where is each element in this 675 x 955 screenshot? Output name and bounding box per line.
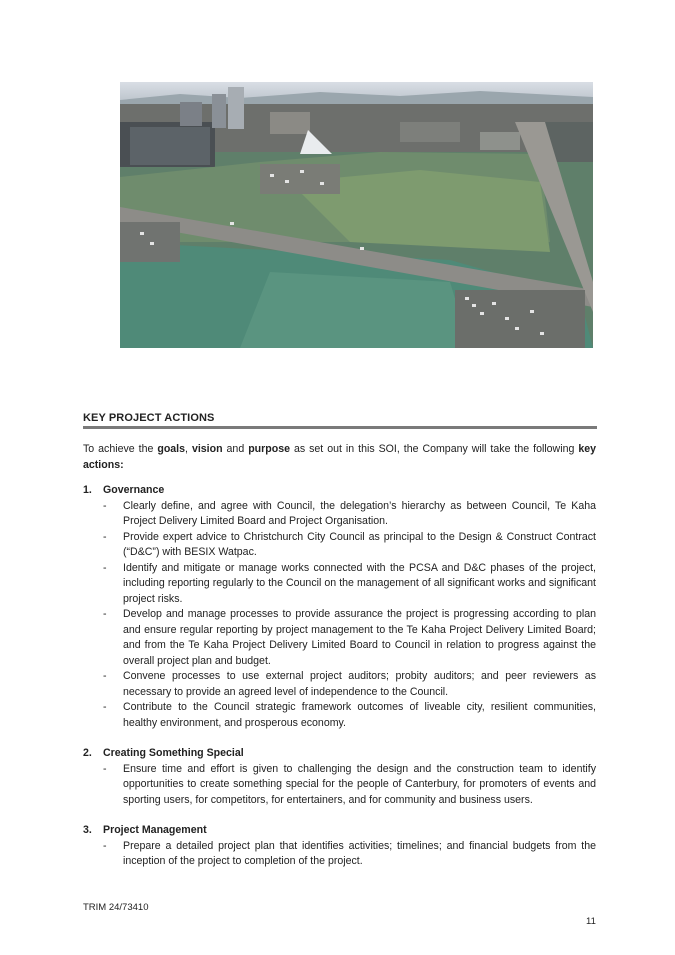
list-item-text: Develop and manage processes to provide assurance the project is progressing according to plan and ensure regular reporting by project management to the Te Kaha Project Delivery Limited Board; and from the Te Kaha Project Delivery Limited Board to Council in relation to progress against the overall project plan and budget. xyxy=(123,608,596,667)
intro-text-3: and xyxy=(222,443,249,455)
section-title-text: Creating Something Special xyxy=(103,747,244,759)
list-item-text: Identify and mitigate or manage works connected with the PCSA and D&C phases of the project, including reporting regularly to the Council on the management of all significant works and significant project risks. xyxy=(123,561,596,605)
dash-bullet: - xyxy=(103,530,107,543)
dash-bullet: - xyxy=(103,762,107,775)
dash-bullet: - xyxy=(103,561,107,574)
list-item xyxy=(83,839,596,870)
aerial-site-photo xyxy=(120,82,593,348)
action-list xyxy=(83,839,596,870)
section-title xyxy=(83,746,596,762)
section-creating-something-special xyxy=(83,746,596,808)
intro-vision: vision xyxy=(191,443,223,455)
list-item xyxy=(83,561,596,608)
list-item xyxy=(83,530,596,561)
section-number: 2. xyxy=(83,747,92,759)
list-item-text: Contribute to the Council strategic framework outcomes of liveable city, resilient communities, healthy environment, and prosperous economy. xyxy=(123,701,596,729)
intro-text-4: as set out in this SOI, the Company will take the following xyxy=(289,443,579,455)
intro-paragraph xyxy=(83,442,596,473)
section-heading: KEY PROJECT ACTIONS xyxy=(83,412,215,424)
heading-divider xyxy=(83,426,597,429)
section-governance xyxy=(83,483,596,731)
section-title xyxy=(83,483,596,499)
section-number: 3. xyxy=(83,824,92,836)
dash-bullet: - xyxy=(103,701,107,713)
list-item-text: Provide expert advice to Christchurch City Council as principal to the Design & Construct Contract (“D&C”) with BESIX Watpac. xyxy=(123,530,596,558)
list-item-text: Ensure time and effort is given to challenging the design and the construction team to identify opportunities to create something special for the people of Canterbury, for promoters of events and sporting users, for competitors, for entertainers, and for community and business users. xyxy=(123,762,596,806)
document-body xyxy=(83,442,596,870)
list-item-text: Prepare a detailed project plan that identifies activities; timelines; and financial budgets from the inception of the project to completion of the project. xyxy=(123,839,596,867)
page-number: 11 xyxy=(586,916,596,927)
list-item xyxy=(83,762,596,809)
list-item-text: Clearly define, and agree with Council, the delegation’s hierarchy as between Council, Te Kaha Project Delivery Limited Board and Project Organisation. xyxy=(123,499,596,527)
list-item xyxy=(83,499,596,530)
intro-goals: goals xyxy=(157,443,186,455)
list-item xyxy=(83,669,596,700)
action-list xyxy=(83,499,596,732)
section-title xyxy=(83,823,596,839)
dash-bullet: - xyxy=(103,670,107,682)
section-number: 1. xyxy=(83,484,92,496)
section-project-management xyxy=(83,823,596,870)
trim-reference: TRIM 24/73410 xyxy=(83,902,149,913)
dash-bullet: - xyxy=(103,839,107,852)
dash-bullet: - xyxy=(103,499,107,512)
list-item xyxy=(83,700,596,731)
section-title-text: Governance xyxy=(103,484,165,496)
list-item-text: Convene processes to use external project auditors; probity auditors; and peer reviewers as necessary to provide an agreed level of independence to the Council. xyxy=(123,670,596,698)
intro-text-1: To achieve the xyxy=(83,443,158,455)
intro-text-2: , xyxy=(185,443,192,455)
dash-bullet: - xyxy=(103,608,107,620)
action-list xyxy=(83,762,596,809)
intro-purpose: purpose xyxy=(248,443,290,455)
section-title-text: Project Management xyxy=(103,824,207,836)
list-item xyxy=(83,607,596,669)
intro-key-actions: key actions: xyxy=(83,443,597,471)
